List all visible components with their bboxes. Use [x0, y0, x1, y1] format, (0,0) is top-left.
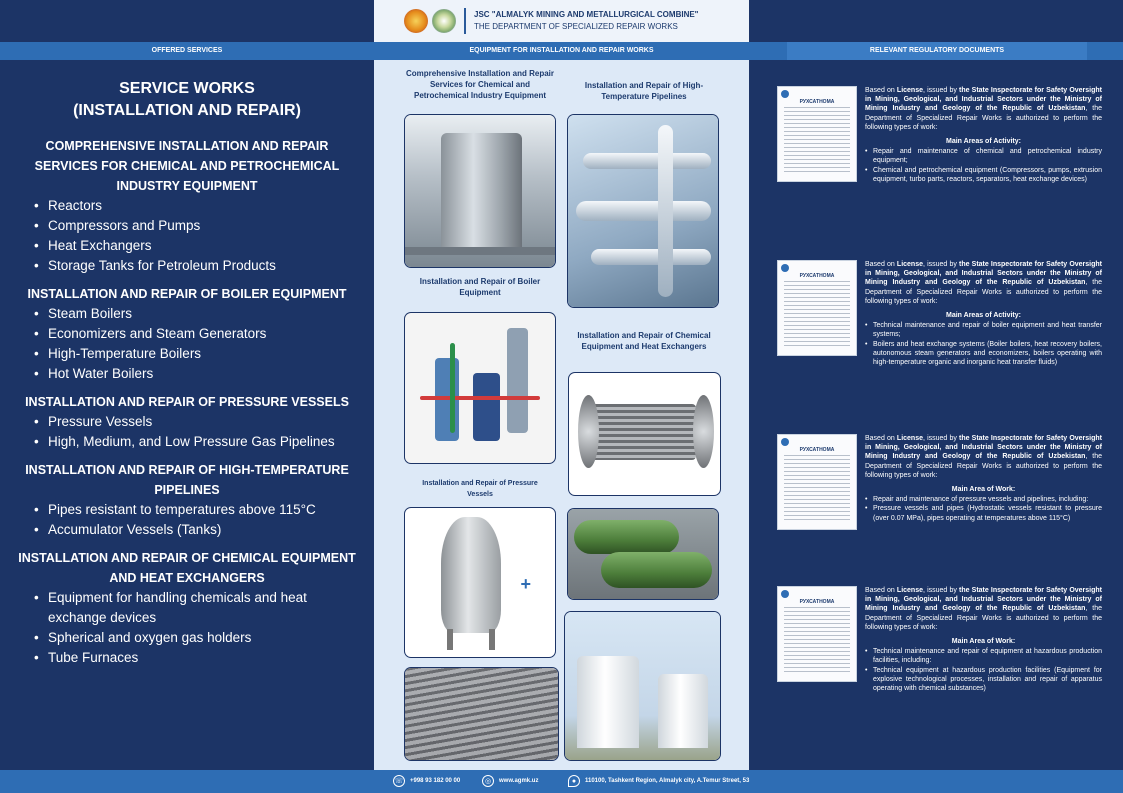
- intro-pre: Based on: [865, 261, 897, 268]
- department-name: THE DEPARTMENT OF SPECIALIZED REPAIR WORKS: [474, 22, 678, 31]
- license-text: [865, 434, 1102, 523]
- license-text: [865, 260, 1102, 367]
- license-document-image[interactable]: [777, 86, 857, 182]
- license-bullets: [865, 647, 1102, 693]
- license-text: [865, 86, 1102, 184]
- service-section-heading: COMPREHENSIVE INSTALLATION AND REPAIR SERVICES FOR CHEMICAL AND PETROCHEMICAL INDUSTRY EQUIPMENT: [34, 139, 340, 193]
- license-bullet: • Repair and maintenance of pressure vessels and pipelines, including:: [865, 495, 1102, 504]
- intro-mid: , issued by: [923, 587, 960, 594]
- license-intro: [865, 434, 1102, 480]
- pipelines-photo: [568, 115, 718, 307]
- service-list: [34, 304, 360, 384]
- equipment-panel: [374, 60, 749, 770]
- regulatory-documents-heading: RELEVANT REGULATORY DOCUMENTS: [787, 42, 1087, 64]
- state-emblem-icon: [781, 438, 789, 446]
- service-list-item: • High, Medium, and Low Pressure Gas Pipelines: [34, 432, 360, 452]
- license-area-title: Main Areas of Activity:: [946, 138, 1021, 146]
- globe-icon: ◎: [482, 775, 494, 787]
- license-bullets: [865, 495, 1102, 523]
- footer-phone: [393, 775, 460, 787]
- section-ribbon: [0, 42, 1123, 60]
- services-title: [14, 78, 360, 122]
- intro-license: License: [896, 87, 923, 94]
- regulatory-panel: [749, 60, 1123, 770]
- header-divider: [464, 8, 466, 34]
- gas-holders-photo: [568, 509, 718, 599]
- license-bullet: • Chemical and petrochemical equipment (Compressors, pumps, extrusion equipment, turbo parts, reactors, separators, heat exchange devices): [865, 166, 1102, 184]
- tube-bundle-photo: [405, 668, 558, 760]
- service-list-item: • Steam Boilers: [34, 304, 360, 324]
- emblem-icon: [432, 9, 456, 33]
- header: [374, 0, 749, 42]
- service-list: [34, 196, 360, 276]
- license-bullet: • Technical maintenance and repair of equipment at hazardous production facilities, including:: [865, 647, 1102, 665]
- white-tanks-photo: [565, 612, 720, 760]
- intro-license: License: [896, 261, 923, 268]
- license-bullet: • Pressure vessels and pipes (Hydrostatic vessels resistant to pressure (over 0.07 MPa), pipes operating at temperatures above 115°C): [865, 504, 1102, 522]
- license-area-title: Main Areas of Activity:: [946, 312, 1021, 320]
- license-bullet: • Boilers and heat exchange systems (Boiler boilers, heat recovery boilers, autonomous steam generators and economizers, boilers operating with high-temperature organic and inorganic heat transfer fluids): [865, 340, 1102, 368]
- services-sections: [18, 136, 360, 668]
- license-document-image[interactable]: [777, 586, 857, 682]
- license-doc-title: РУХСАТНОМА: [799, 273, 835, 279]
- service-list: [34, 588, 360, 668]
- amm-logo-icon: [404, 9, 428, 33]
- caption-heat-exchangers: Installation and Repair of Chemical Equipment and Heat Exchangers: [577, 331, 711, 351]
- equipment-heading: EQUIPMENT FOR INSTALLATION AND REPAIR WORKS: [469, 47, 654, 54]
- intro-authority: the State Inspectorate for Safety Oversight in Mining, Geological, and Industrial Sectors under the Ministry of Mining Industry and Geology of the Republic of Uzbekistan: [865, 435, 1102, 461]
- caption-pressure-vessels: Installation and Repair of Pressure Vessels: [422, 480, 538, 498]
- location-icon: ●: [568, 775, 580, 787]
- license-bullet: • Repair and maintenance of chemical and petrochemical industry equipment;: [865, 147, 1102, 165]
- logo-group: [404, 9, 456, 33]
- footer-website[interactable]: [482, 775, 538, 787]
- services-title-line1: SERVICE WORKS: [119, 80, 255, 97]
- caption-chemical: Comprehensive Installation and Repair Services for Chemical and Petrochemical Industry Equipment: [405, 69, 555, 100]
- service-list-item: • Accumulator Vessels (Tanks): [34, 520, 360, 540]
- intro-mid: , issued by: [923, 87, 960, 94]
- license-area-title: Main Area of Work:: [951, 638, 1016, 646]
- service-section: [34, 136, 360, 276]
- service-list-item: • Pressure Vessels: [34, 412, 360, 432]
- intro-pre: Based on: [865, 87, 897, 94]
- service-list: [34, 500, 360, 540]
- header-text: [474, 9, 698, 33]
- plus-icon: +: [520, 573, 532, 594]
- heat-exchanger-photo: [569, 373, 720, 495]
- license-document-image[interactable]: [777, 434, 857, 530]
- intro-authority: the State Inspectorate for Safety Oversight in Mining, Geological, and Industrial Sectors under the Ministry of Mining Industry and Geology of the Republic of Uzbekistan: [865, 261, 1102, 287]
- license-bullets: [865, 147, 1102, 184]
- license-doc-title: РУХСАТНОМА: [799, 599, 835, 605]
- intro-authority: the State Inspectorate for Safety Oversight in Mining, Geological, and Industrial Sectors under the Ministry of Mining Industry and Geology of the Republic of Uzbekistan: [865, 87, 1102, 113]
- service-list-item: • Pipes resistant to temperatures above 115°C: [34, 500, 360, 520]
- service-list: [34, 412, 360, 452]
- service-list-item: • High-Temperature Boilers: [34, 344, 360, 364]
- intro-pre: Based on: [865, 587, 897, 594]
- company-name: JSC "ALMALYK MINING AND METALLURGICAL COMBINE": [474, 10, 699, 19]
- intro-post: , the Department of Specialized Repair Works is authorized to perform the following types of work:: [865, 605, 1102, 631]
- intro-post: , the Department of Specialized Repair Works is authorized to perform the following types of work:: [865, 453, 1102, 479]
- service-list-item: • Equipment for handling chemicals and heat exchange devices: [34, 588, 360, 628]
- intro-post: , the Department of Specialized Repair Works is authorized to perform the following types of work:: [865, 279, 1102, 305]
- service-section: [27, 284, 360, 384]
- caption-pipelines: Installation and Repair of High-Temperature Pipelines: [584, 81, 704, 101]
- license-text: [865, 586, 1102, 693]
- intro-pre: Based on: [865, 435, 897, 442]
- intro-authority: the State Inspectorate for Safety Oversight in Mining, Geological, and Industrial Sectors under the Ministry of Mining Industry and Geology of the Republic of Uzbekistan: [865, 587, 1102, 613]
- service-section: [18, 548, 360, 668]
- service-section: [25, 460, 360, 540]
- license-intro: [865, 586, 1102, 632]
- pressure-vessel-photo: [405, 508, 555, 657]
- service-section-heading: INSTALLATION AND REPAIR OF HIGH-TEMPERATURE PIPELINES: [25, 463, 349, 497]
- footer: [0, 770, 1123, 793]
- license-intro: [865, 86, 1102, 132]
- service-list-item: • Hot Water Boilers: [34, 364, 360, 384]
- service-section-heading: INSTALLATION AND REPAIR OF CHEMICAL EQUIPMENT AND HEAT EXCHANGERS: [18, 551, 356, 585]
- services-panel: [0, 60, 374, 770]
- service-section: [25, 392, 360, 452]
- service-list-item: • Reactors: [34, 196, 360, 216]
- offered-services-heading: OFFERED SERVICES: [151, 47, 223, 54]
- license-area-title: Main Area of Work:: [951, 486, 1016, 494]
- service-list-item: • Storage Tanks for Petroleum Products: [34, 256, 360, 276]
- intro-license: License: [896, 435, 923, 442]
- service-list-item: • Spherical and oxygen gas holders: [34, 628, 360, 648]
- license-intro: [865, 260, 1102, 306]
- address-text: 110100, Tashkent Region, Almalyk city, A.Temur Street, 53: [585, 778, 750, 784]
- license-document-image[interactable]: [777, 260, 857, 356]
- footer-address: [568, 775, 749, 787]
- service-list-item: • Economizers and Steam Generators: [34, 324, 360, 344]
- license-bullet: • Technical equipment at hazardous production facilities (Equipment for explosive technological processes, installation and repair of apparatus operating with chemical substances): [865, 666, 1102, 694]
- storage-tank-photo: [405, 115, 555, 267]
- service-section-heading: INSTALLATION AND REPAIR OF PRESSURE VESSELS: [25, 395, 349, 409]
- caption-boiler: Installation and Repair of Boiler Equipment: [419, 277, 541, 297]
- intro-post: , the Department of Specialized Repair Works is authorized to perform the following types of work:: [865, 105, 1102, 131]
- phone-number: +998 93 182 00 00: [410, 778, 461, 784]
- service-list-item: • Heat Exchangers: [34, 236, 360, 256]
- website-link[interactable]: www.agmk.uz: [499, 778, 539, 784]
- services-title-line2: (INSTALLATION AND REPAIR): [73, 102, 301, 119]
- service-list-item: • Tube Furnaces: [34, 648, 360, 668]
- service-list-item: • Compressors and Pumps: [34, 216, 360, 236]
- intro-mid: , issued by: [923, 435, 960, 442]
- phone-icon: ☏: [393, 775, 405, 787]
- boiler-equipment-photo: [405, 313, 555, 463]
- license-doc-title: РУХСАТНОМА: [799, 447, 835, 453]
- license-bullets: [865, 321, 1102, 367]
- state-emblem-icon: [781, 264, 789, 272]
- intro-mid: , issued by: [923, 261, 960, 268]
- intro-license: License: [896, 587, 923, 594]
- license-doc-title: РУХСАТНОМА: [799, 99, 835, 105]
- state-emblem-icon: [781, 90, 789, 98]
- service-section-heading: INSTALLATION AND REPAIR OF BOILER EQUIPMENT: [27, 287, 347, 301]
- license-bullet: • Technical maintenance and repair of boiler equipment and heat transfer systems;: [865, 321, 1102, 339]
- state-emblem-icon: [781, 590, 789, 598]
